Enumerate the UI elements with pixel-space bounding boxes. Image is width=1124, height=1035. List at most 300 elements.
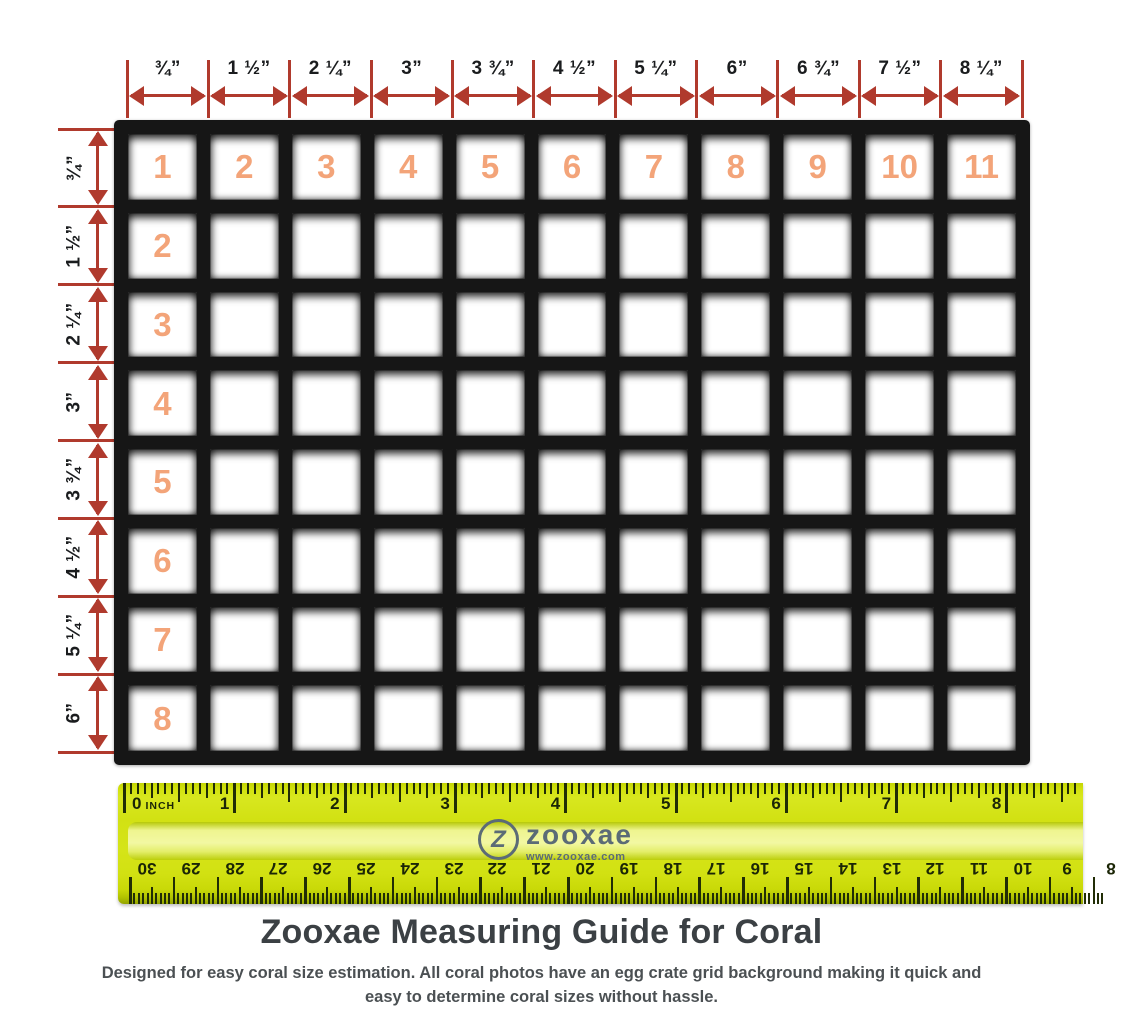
cm-tick — [1036, 893, 1038, 904]
cm-tick — [768, 893, 770, 904]
cm-tick — [414, 887, 416, 904]
cm-tick — [646, 893, 648, 904]
double-arrow-icon — [96, 367, 99, 437]
grid-cell — [538, 449, 607, 515]
top-measurement-segment — [697, 56, 778, 122]
cm-tick — [155, 893, 157, 904]
cm-tick — [659, 893, 661, 904]
cm-tick — [563, 893, 565, 904]
cm-tick — [1079, 893, 1081, 904]
cm-tick — [234, 893, 236, 904]
cm-tick — [168, 893, 170, 904]
cm-tick — [571, 893, 573, 904]
cm-tick — [374, 893, 376, 904]
cm-tick — [970, 893, 972, 904]
cm-tick — [952, 893, 954, 904]
cm-tick — [510, 893, 512, 904]
cm-tick — [282, 887, 284, 904]
cm-tick — [330, 893, 332, 904]
cm-tick — [260, 877, 263, 904]
measurement-label: 6” — [726, 58, 748, 79]
grid-cell — [947, 685, 1016, 751]
cm-number: 16 — [750, 859, 770, 878]
grid-cell-number: 1 — [153, 148, 172, 186]
grid-cell — [947, 528, 1016, 594]
cm-number: 18 — [663, 859, 683, 878]
cm-tick — [1062, 893, 1064, 904]
grid-cell — [619, 449, 688, 515]
grid-cell — [374, 685, 443, 751]
cm-tick — [620, 893, 622, 904]
cm-tick — [1101, 893, 1103, 904]
cm-number: 17 — [706, 859, 726, 878]
cm-tick — [712, 893, 714, 904]
cm-tick — [637, 893, 639, 904]
cm-tick — [217, 877, 220, 904]
cm-tick — [247, 893, 249, 904]
grid-cell — [947, 370, 1016, 436]
grid-cell-number: 6 — [562, 148, 582, 186]
cm-tick — [860, 893, 862, 904]
grid-cell — [210, 528, 279, 594]
cm-tick — [265, 893, 267, 904]
measurement-label: 2 ¼” — [308, 58, 352, 79]
cm-tick — [751, 893, 753, 904]
grid-cell-number: 7 — [644, 148, 664, 186]
double-arrow-icon — [96, 678, 99, 748]
cm-tick — [133, 893, 135, 904]
cm-tick — [668, 893, 670, 904]
cm-tick — [628, 893, 630, 904]
grid-cell-number: 2 — [153, 227, 172, 265]
grid-cell — [619, 370, 688, 436]
grid-cell — [128, 213, 197, 279]
cm-tick — [865, 893, 867, 904]
inch-number: 6 — [771, 794, 781, 813]
grid-cell-number: 4 — [153, 384, 172, 422]
cm-tick — [466, 893, 468, 904]
grid-cell-number: 4 — [398, 148, 418, 186]
grid-cell — [538, 370, 607, 436]
cm-tick — [1027, 887, 1029, 904]
cm-tick — [387, 893, 389, 904]
double-arrow-icon — [782, 94, 855, 97]
cm-tick — [655, 877, 658, 904]
measurement-label: 1 ½” — [227, 58, 271, 79]
cm-tick — [287, 893, 289, 904]
egg-crate-grid — [114, 120, 1030, 765]
grid-cell — [128, 370, 197, 436]
cm-tick — [541, 893, 543, 904]
cm-tick — [1031, 893, 1033, 904]
cm-tick — [615, 893, 617, 904]
cm-tick — [418, 893, 420, 904]
cm-tick — [672, 893, 674, 904]
grid-cell-number: 11 — [964, 148, 999, 186]
grid-cell — [701, 134, 770, 200]
cm-tick — [304, 877, 307, 904]
cm-tick — [479, 877, 482, 904]
cm-tick — [804, 893, 806, 904]
cm-number: 21 — [531, 859, 551, 878]
cm-number: 20 — [575, 859, 595, 878]
cm-tick — [1075, 893, 1077, 904]
left-measurement-segment — [58, 441, 122, 519]
left-measurement-segment — [58, 129, 122, 207]
cm-tick — [532, 893, 534, 904]
double-arrow-icon — [538, 94, 611, 97]
cm-tick — [221, 893, 223, 904]
grid-cell — [865, 134, 934, 200]
cm-tick — [834, 893, 836, 904]
cm-tick — [900, 893, 902, 904]
grid-cell — [865, 292, 934, 358]
grid-cell-number: 5 — [480, 148, 500, 186]
cm-tick — [514, 893, 516, 904]
cm-tick — [409, 893, 411, 904]
inch-number: 8 — [991, 794, 1002, 813]
zero-unit: INCH — [145, 800, 176, 812]
zooxae-monogram-icon — [478, 819, 519, 860]
cm-tick — [129, 877, 132, 904]
cm-tick — [506, 893, 508, 904]
cm-tick — [147, 893, 149, 904]
measurement-label-text: 4 ½” — [64, 535, 86, 579]
cm-tick — [471, 893, 473, 904]
cm-tick — [624, 893, 626, 904]
cm-tick — [225, 893, 227, 904]
cm-tick — [436, 877, 439, 904]
cm-tick — [869, 893, 871, 904]
cm-tick — [274, 893, 276, 904]
measurement-label: 3 ¾” — [471, 58, 515, 79]
grid-cell — [292, 449, 361, 515]
grid-cell — [865, 370, 934, 436]
cm-tick — [777, 893, 779, 904]
grid-cell — [538, 134, 607, 200]
cm-tick — [957, 893, 959, 904]
cm-tick — [874, 877, 877, 904]
cm-tick — [370, 887, 372, 904]
cm-tick — [782, 893, 784, 904]
cm-number: 14 — [838, 859, 858, 878]
zooxae-logo — [478, 819, 633, 863]
grid-cell — [128, 528, 197, 594]
grid-cell — [210, 134, 279, 200]
grid-cell — [456, 685, 525, 751]
cm-tick — [1018, 893, 1020, 904]
cm-tick — [291, 893, 293, 904]
cm-tick — [733, 893, 735, 904]
grid-cell — [374, 134, 443, 200]
double-arrow-icon — [945, 94, 1018, 97]
cm-tick — [1005, 877, 1008, 904]
top-measurement-segment — [208, 56, 289, 122]
inch-number: 1 — [219, 794, 230, 813]
cm-tick — [256, 893, 258, 904]
double-arrow-icon — [96, 522, 99, 592]
grid-cell — [292, 607, 361, 673]
measurement-label-text: 6” — [63, 702, 85, 724]
cm-tick — [567, 877, 570, 904]
cm-tick — [208, 893, 210, 904]
cm-tick — [948, 893, 950, 904]
cm-tick — [926, 893, 928, 904]
inch-number: 7 — [881, 794, 892, 813]
grid-cell — [865, 528, 934, 594]
cm-tick — [983, 887, 985, 904]
cm-tick — [1014, 893, 1016, 904]
grid-cell — [456, 213, 525, 279]
grid-cell — [947, 134, 1016, 200]
cm-tick — [738, 893, 740, 904]
cm-tick — [585, 893, 587, 904]
double-arrow-icon — [619, 94, 692, 97]
grid-cell — [292, 528, 361, 594]
grid-cell — [538, 213, 607, 279]
grid-cell — [865, 607, 934, 673]
monogram-letter: Z — [491, 825, 506, 853]
double-arrow-icon — [212, 94, 285, 97]
cm-tick — [195, 887, 197, 904]
left-measurement-segment — [58, 285, 122, 363]
cm-tick — [742, 877, 745, 904]
cm-number: 12 — [925, 859, 945, 878]
brand-url: www.zooxae.com — [526, 851, 626, 863]
cm-tick — [576, 893, 578, 904]
grid-cell — [783, 685, 852, 751]
cm-tick — [422, 893, 424, 904]
cm-tick — [966, 893, 968, 904]
cm-tick — [453, 893, 455, 904]
cm-number: 19 — [619, 859, 639, 878]
cm-tick — [379, 893, 381, 904]
grid-cell — [128, 449, 197, 515]
inch-number: 2 — [330, 794, 340, 813]
grid-cell — [128, 292, 197, 358]
double-arrow-icon — [375, 94, 448, 97]
grid-cell-number: 10 — [881, 148, 918, 186]
cm-tick — [817, 893, 819, 904]
cm-tick — [825, 893, 827, 904]
cm-tick — [598, 893, 600, 904]
grid-cell — [701, 370, 770, 436]
cm-number: 22 — [487, 859, 507, 878]
measurement-label-text: ¾” — [63, 154, 85, 182]
grid-cell — [701, 213, 770, 279]
grid-cell — [128, 607, 197, 673]
grid-cell — [210, 685, 279, 751]
cm-tick — [1053, 893, 1055, 904]
measurement-label: 4 ½” — [552, 58, 597, 79]
cm-tick — [173, 877, 176, 904]
cm-tick — [203, 893, 205, 904]
grid-cell — [783, 370, 852, 436]
measurement-label: ¾” — [154, 58, 181, 79]
grid-cell — [456, 528, 525, 594]
double-arrow-icon — [96, 445, 99, 515]
cm-tick — [392, 877, 395, 904]
double-arrow-icon — [96, 211, 99, 281]
cm-tick — [935, 893, 937, 904]
cm-tick — [493, 893, 495, 904]
cm-tick — [300, 893, 302, 904]
cm-tick — [313, 893, 315, 904]
cm-tick — [335, 893, 337, 904]
cm-tick — [764, 887, 766, 904]
cm-tick — [852, 887, 854, 904]
cm-tick — [186, 893, 188, 904]
grid-cell — [538, 292, 607, 358]
grid-cell — [292, 292, 361, 358]
cm-tick — [309, 893, 311, 904]
cm-tick — [396, 893, 398, 904]
cm-tick — [961, 877, 964, 904]
cm-tick — [1023, 893, 1025, 904]
measurement-label: 6 ¾” — [796, 58, 841, 79]
grid-cell — [619, 685, 688, 751]
cm-tick — [979, 893, 981, 904]
cm-tick — [641, 893, 643, 904]
cm-tick — [519, 893, 521, 904]
cm-tick — [843, 893, 845, 904]
page-subtitle: Designed for easy coral size estimation. All coral photos have an egg crate grid background making it quick and easy to determine coral sizes without hassle. — [101, 964, 982, 1006]
cm-tick — [882, 893, 884, 904]
cm-number: 24 — [400, 859, 420, 878]
grid-cell — [210, 607, 279, 673]
cm-tick — [383, 893, 385, 904]
grid-cell — [210, 292, 279, 358]
grid-cell — [292, 134, 361, 200]
double-arrow-icon — [701, 94, 774, 97]
cm-tick — [913, 893, 915, 904]
cm-tick — [707, 893, 709, 904]
cm-tick — [795, 893, 797, 904]
cm-tick — [317, 893, 319, 904]
grid-cell — [210, 370, 279, 436]
top-measurement-segment — [615, 56, 696, 122]
cm-tick — [909, 893, 911, 904]
cm-tick — [190, 893, 192, 904]
left-measurement-segment — [58, 518, 122, 596]
double-arrow-icon — [294, 94, 367, 97]
grid-cell — [128, 134, 197, 200]
grid-cell — [210, 449, 279, 515]
grid-cell — [292, 685, 361, 751]
cm-tick — [698, 877, 701, 904]
cm-tick — [243, 893, 245, 904]
cm-tick — [992, 893, 994, 904]
grid-cell — [619, 292, 688, 358]
cm-tick — [427, 893, 429, 904]
grid-cell — [947, 607, 1016, 673]
grid-cell-number: 8 — [153, 699, 172, 737]
left-measurement-segment — [58, 363, 122, 441]
cm-tick — [839, 893, 841, 904]
grid-cell — [701, 607, 770, 673]
cm-tick — [501, 887, 503, 904]
cm-number: 30 — [137, 859, 157, 878]
cm-tick — [344, 893, 346, 904]
cm-tick — [488, 893, 490, 904]
cm-tick — [497, 893, 499, 904]
cm-tick — [1088, 893, 1090, 904]
cm-tick — [558, 893, 560, 904]
cm-tick — [602, 893, 604, 904]
measurement-label-text: 3” — [63, 391, 85, 413]
double-arrow-icon — [456, 94, 529, 97]
cm-tick — [1009, 893, 1011, 904]
grid-cell — [701, 449, 770, 515]
cm-number: 10 — [1013, 859, 1033, 878]
grid-cell — [456, 607, 525, 673]
cm-tick — [917, 877, 920, 904]
grid-cell — [456, 292, 525, 358]
grid-cell — [374, 370, 443, 436]
grid-cell — [701, 685, 770, 751]
grid-cell — [538, 685, 607, 751]
cm-tick — [182, 893, 184, 904]
cm-tick — [458, 887, 460, 904]
double-arrow-icon — [96, 600, 99, 670]
cm-tick — [239, 887, 241, 904]
cm-tick — [348, 877, 351, 904]
cm-tick — [747, 893, 749, 904]
cm-tick — [1058, 893, 1060, 904]
cm-tick — [944, 893, 946, 904]
grid-cell — [374, 213, 443, 279]
cm-tick — [799, 893, 801, 904]
cm-tick — [440, 893, 442, 904]
grid-cell — [783, 607, 852, 673]
left-measurement-segment — [58, 207, 122, 285]
inch-number: 5 — [661, 794, 671, 813]
grid-cell — [947, 449, 1016, 515]
cm-tick — [878, 893, 880, 904]
cm-tick — [199, 893, 201, 904]
grid-cell — [783, 213, 852, 279]
cm-tick — [405, 893, 407, 904]
cm-tick — [887, 893, 889, 904]
cm-tick — [366, 893, 368, 904]
cm-tick — [230, 893, 232, 904]
cm-tick — [931, 893, 933, 904]
grid-cell — [456, 449, 525, 515]
grid-cell — [783, 449, 852, 515]
cm-number: 11 — [970, 859, 989, 878]
cm-tick — [269, 893, 271, 904]
cm-tick — [856, 893, 858, 904]
cm-number: 26 — [312, 859, 332, 878]
grid-cell-number: 8 — [726, 148, 745, 186]
logo-texts — [526, 821, 633, 863]
cm-tick — [606, 893, 608, 904]
cm-tick — [1071, 887, 1073, 904]
top-measurement-segment — [452, 56, 533, 122]
grid-cell-number: 7 — [153, 620, 172, 658]
cm-tick — [1066, 893, 1068, 904]
measurement-label-text: 5 ¼” — [64, 613, 86, 657]
grid-cell — [865, 213, 934, 279]
cm-tick — [987, 893, 989, 904]
grid-cell — [619, 528, 688, 594]
top-measurement-segment — [371, 56, 452, 122]
grid-cell — [292, 213, 361, 279]
grid-cell — [783, 292, 852, 358]
double-arrow-icon — [96, 289, 99, 359]
cm-tick — [361, 893, 363, 904]
grid-cell — [783, 134, 852, 200]
